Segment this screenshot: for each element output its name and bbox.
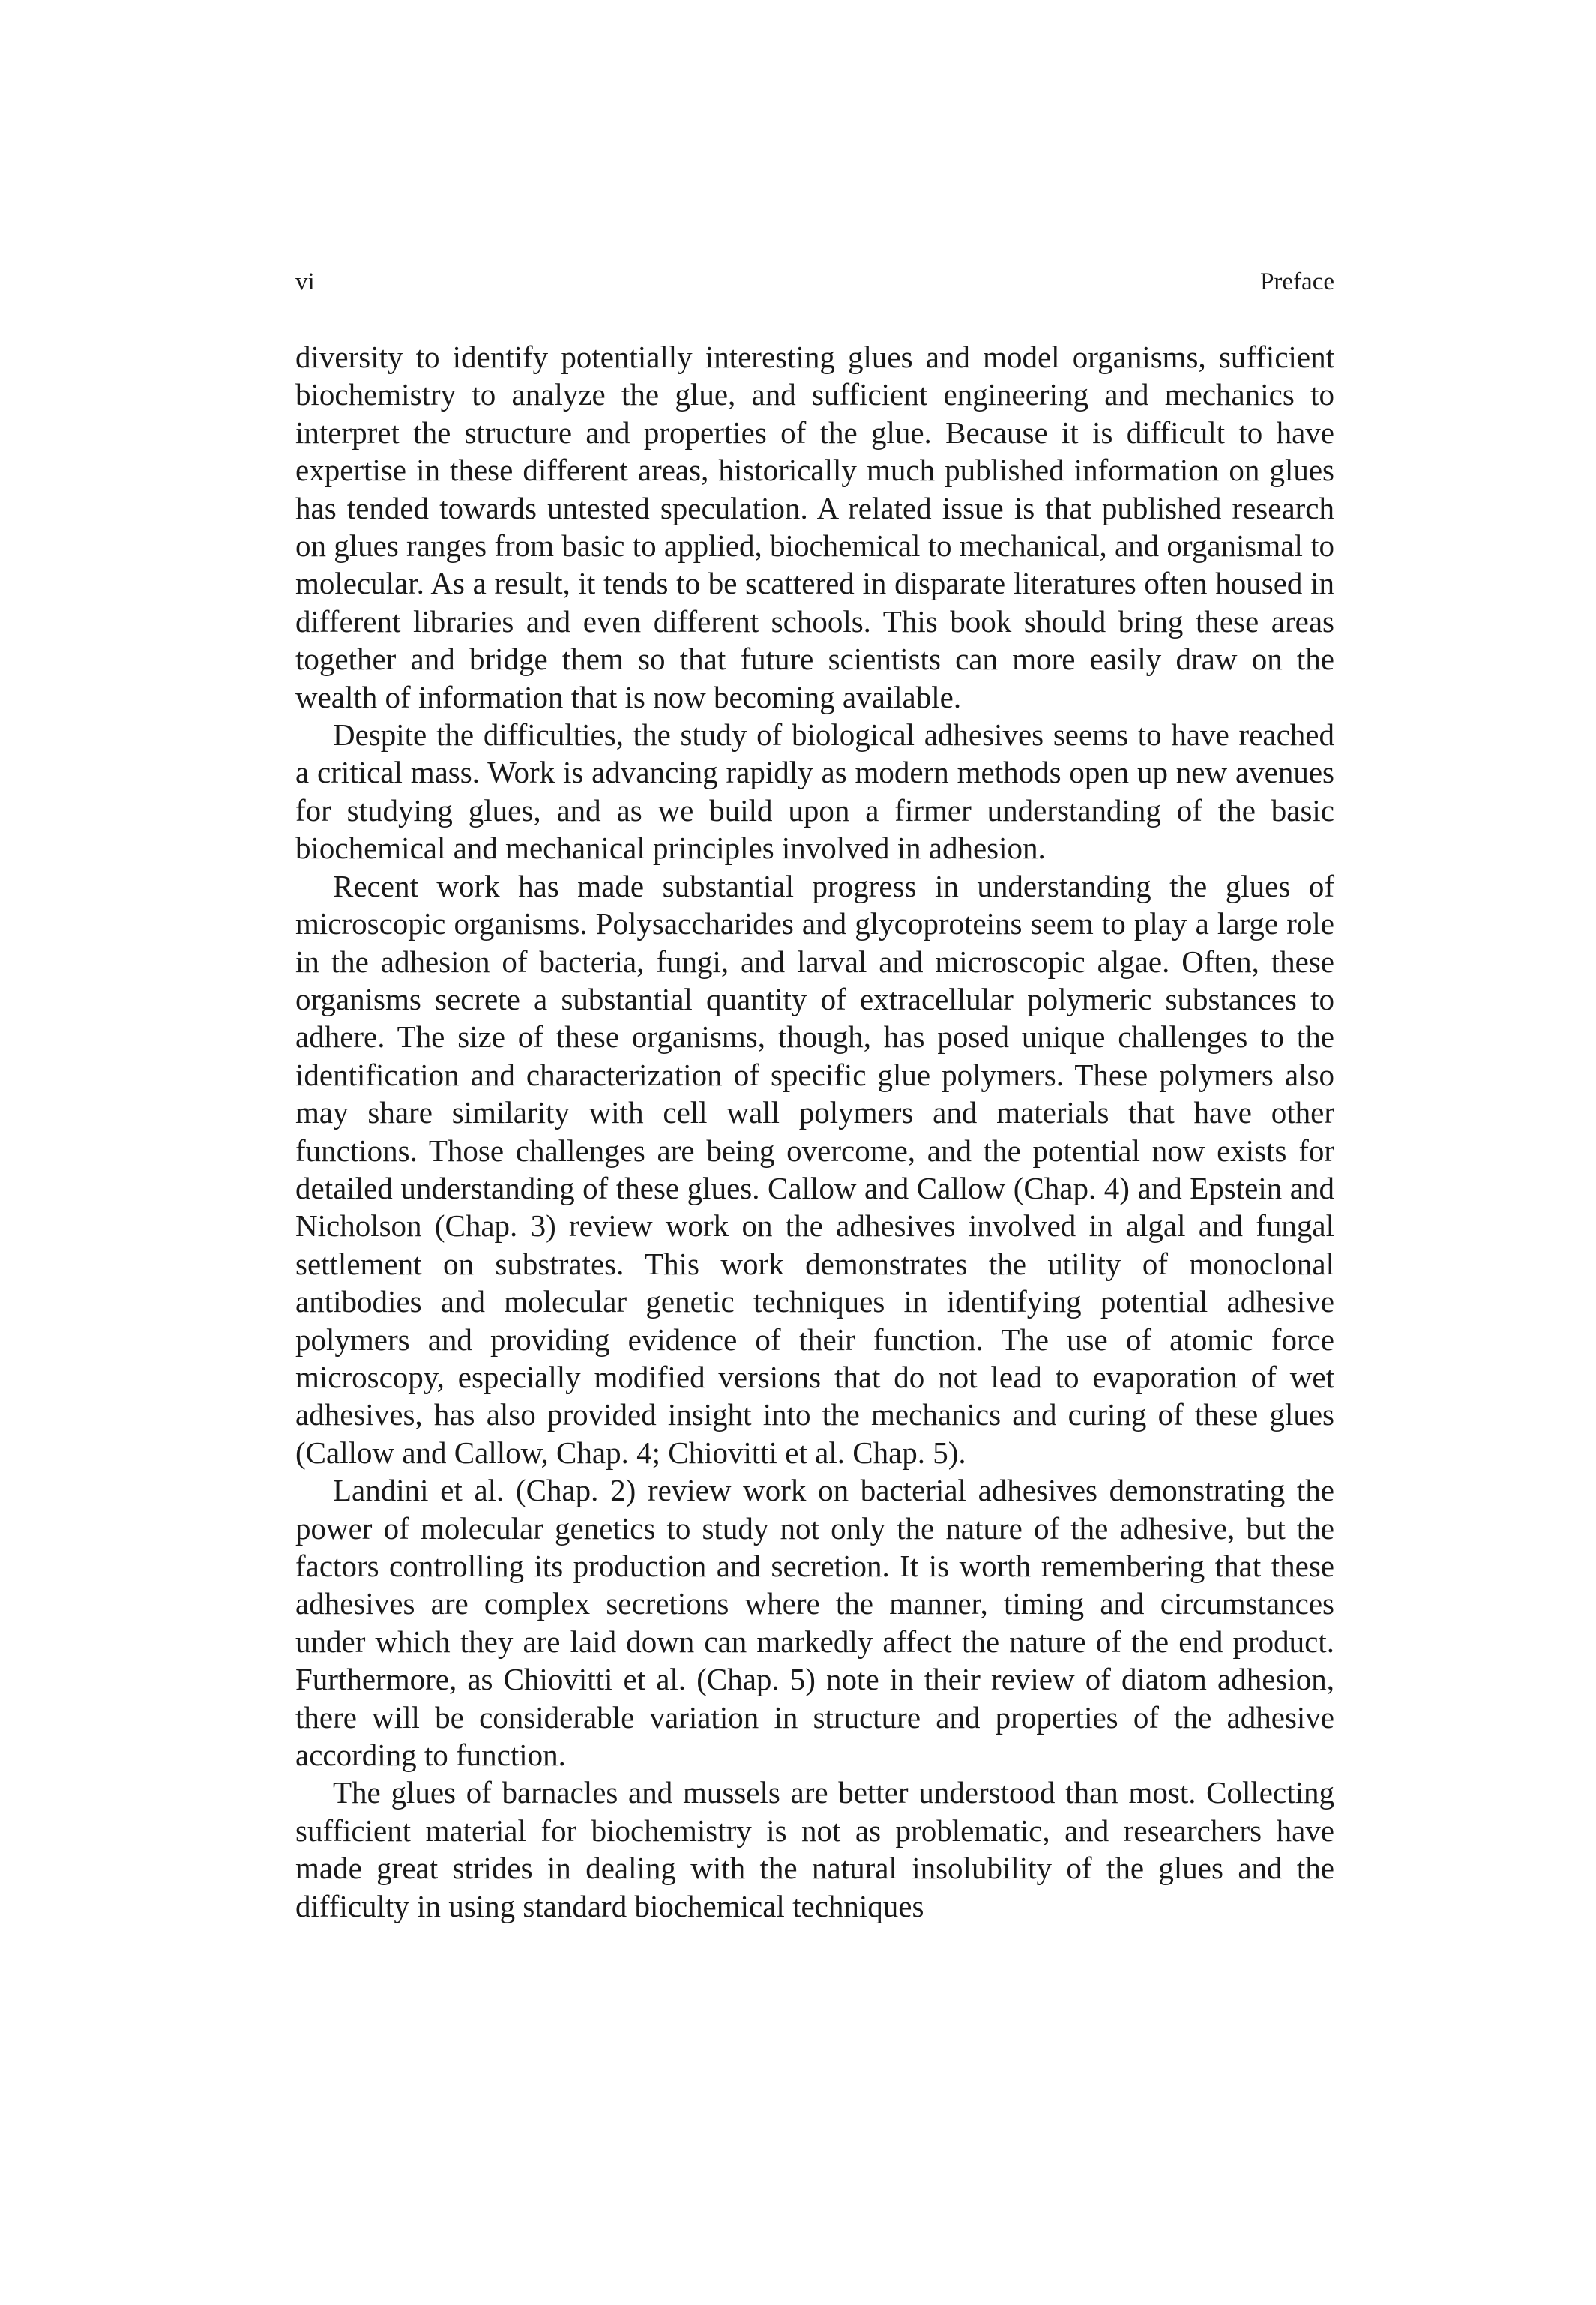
paragraph: The glues of barnacles and mussels are better understood than most. Collecting sufficient material for biochemistry is not as problematic, and researchers have made great strides in dealing with the natural insolubility of the glues and the difficulty in using standard biochemical techniques: [295, 1775, 1334, 1923]
paragraph: Recent work has made substantial progress in understanding the glues of microscopic organisms. Polysaccharides and glycoproteins seem to play a large role in the adhesion of bacteria, fungi, and larval and microscopic algae. Often, these organisms secrete a substantial quantity of extracellular polymeric substances to adhere. The size of these organisms, though, has posed unique challenges to the identification and characterization of specific glue polymers. These polymers also may share similarity with cell wall polymers and materials that have other functions. Those challenges are being overcome, and the potential now exists for detailed understanding of these glues. Callow and Callow (Chap. 4) and Epstein and Nicholson (Chap. 3) review work on the adhesives involved in algal and fungal settlement on substrates. This work demonstrates the utility of monoclonal antibodies and molecular genetic techniques in identifying potential adhesive polymers and providing evidence of their function. The use of atomic force microscopy, especially modified versions that do not lead to evaporation of wet adhesives, has also provided insight into the mechanics and curing of these glues (Callow and Callow, Chap. 4; Chiovitti et al. Chap. 5).: [295, 868, 1334, 1470]
page-number: vi: [295, 268, 315, 295]
paragraph: diversity to identify potentially interesting glues and model organisms, sufficient biochemistry to analyze the glue, and sufficient engineering and mechanics to interpret the structure and properties of the glue. Because it is difficult to have expertise in these different areas, historically much published information on glues has tended towards untested speculation. A related issue is that published research on glues ranges from basic to applied, biochemical to mechanical, and organismal to molecular. As a result, it tends to be scattered in disparate literatures often housed in different libraries and even different schools. This book should bring these areas together and bridge them so that future scientists can more easily draw on the wealth of information that is now becoming available.: [295, 340, 1334, 714]
running-title: Preface: [1260, 268, 1334, 295]
body-text: [295, 338, 1334, 1925]
paragraph: Despite the difficulties, the study of biological adhesives seems to have reached a critical mass. Work is advancing rapidly as modern methods open up new avenues for studying glues, and as we build upon a firmer understanding of the basic biochemical and mechanical principles involved in adhesion.: [295, 717, 1334, 866]
page-header: [295, 264, 1334, 300]
paragraph: Landini et al. (Chap. 2) review work on bacterial adhesives demonstrating the power of molecular genetics to study not only the nature of the adhesive, but the factors controlling its production and secretion. It is worth remembering that these adhesives are complex secretions where the manner, timing and circumstances under which they are laid down can markedly affect the nature of the end product. Furthermore, as Chiovitti et al. (Chap. 5) note in their review of diatom adhesion, there will be considerable variation in structure and properties of the adhesive according to function.: [295, 1473, 1334, 1773]
